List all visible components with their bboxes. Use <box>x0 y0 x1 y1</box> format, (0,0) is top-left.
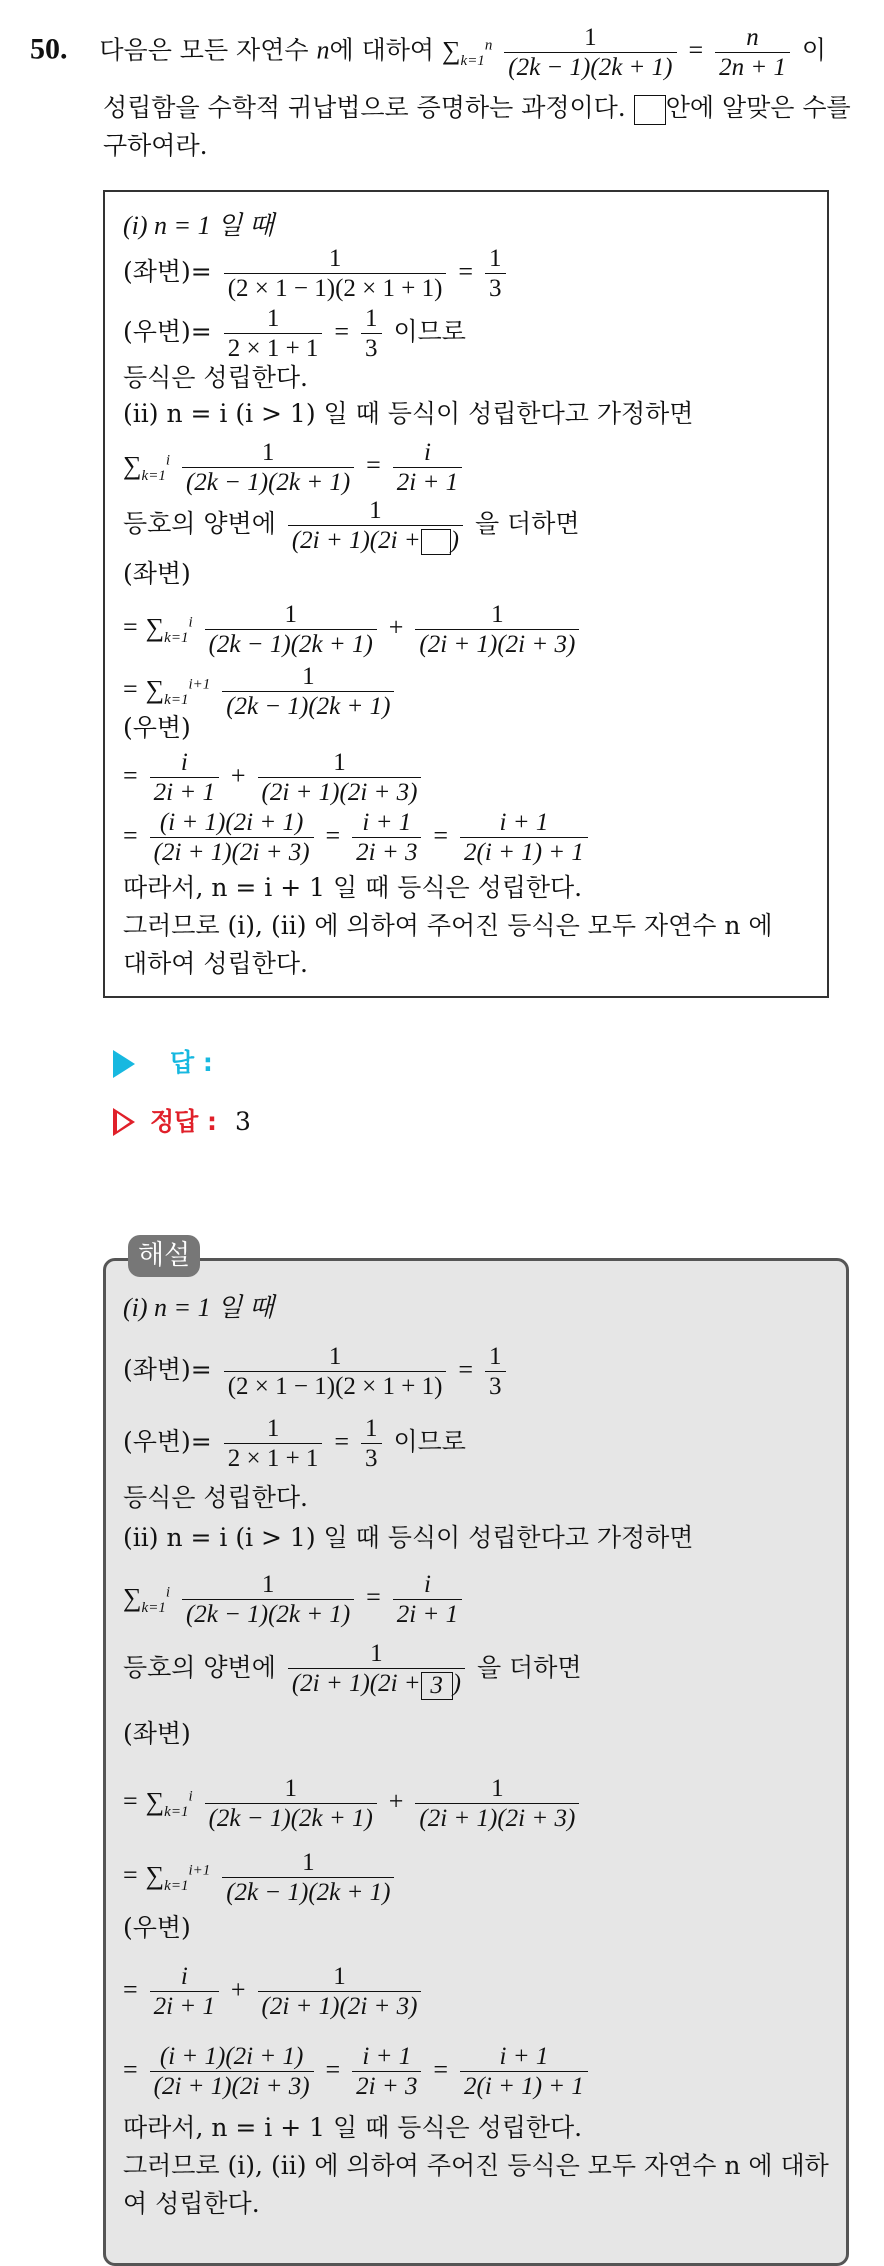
sol-left-eq: (좌변)= $\frac{1}{(2 \times 1 - 1)(2 \times 1 + 1)}$ = $\frac{1}{3}$ <box>123 1338 510 1402</box>
intro-var: n <box>316 35 330 65</box>
sol-hyp: $\sum_{k=1}^i$ $\frac{1}{(2k - 1)(2k + 1)}$ = $\frac{i}{2i + 1}$ <box>123 1560 466 1624</box>
correct-value: 3 <box>234 1107 251 1136</box>
intro-fraction: $\frac{1}{(2k - 1)(2k + 1)}$ <box>504 23 676 82</box>
proof-add: 등호의 양변에 $\frac{1}{(2i + 1)(2i + )}$ 을 더하면 <box>123 496 580 554</box>
solution-tag: 해설 <box>128 1235 200 1277</box>
answer-label: 답 : <box>170 1048 213 1077</box>
sol-left-2: = $\sum_{k=1}^{i+1}$ $\frac{1}{(2k - 1)(2k + 1)}$ <box>123 1838 398 1902</box>
answer-marker-icon <box>113 1050 135 1078</box>
problem-text-2b: 안에 알맞은 수를 <box>665 93 851 122</box>
proof-right-hdr: (우변) <box>123 713 191 742</box>
proof-right-eq: (우변)= $\frac{1}{2 \times 1 + 1}$ = $\frac{1}{3}$ 이므로 <box>123 305 466 362</box>
sol-conclusion-1: 그러므로 (i), (ii) 에 의하여 주어진 등식은 모두 자연수 n 에 대하 <box>123 2151 829 2180</box>
proof-case1: (i) n = 1 일 때 <box>123 211 274 240</box>
filled-answer-box: 3 <box>421 1672 453 1700</box>
sol-conclusion-2: 여 성립한다. <box>123 2189 260 2218</box>
proof-conclusion-2: 대하여 성립한다. <box>123 949 308 978</box>
problem-text-2: 성립함을 수학적 귀납법으로 증명하는 과정이다. <box>103 93 626 122</box>
proof-conclusion-1: 그러므로 (i), (ii) 에 의하여 주어진 등식은 모두 자연수 n 에 <box>123 911 773 940</box>
sol-right-1: = $\frac{i}{2i + 1}$ + $\frac{1}{(2i + 1)(2i + 3)}$ <box>123 1958 425 2022</box>
proof-right-2: = $\frac{(i + 1)(2i + 1)}{(2i + 1)(2i + 3)}$ = $\frac{i + 1}{2i + 3}$ = $\frac{i + 1}{2(i + 1) + 1}$ <box>123 804 592 868</box>
problem-number: 50. <box>30 32 68 66</box>
sum-expression: $\sum_{k=1}^n$ <box>441 35 493 69</box>
proof-therefore: 따라서, n = i + 1 일 때 등식은 성립한다. <box>123 873 583 902</box>
problem-line-3 <box>103 130 208 162</box>
proof-left-hdr: (좌변) <box>123 559 191 588</box>
proof-left-2: = $\sum_{k=1}^{i+1}$ $\frac{1}{(2k - 1)(2k + 1)}$ <box>123 652 398 716</box>
sol-therefore: 따라서, n = i + 1 일 때 등식은 성립한다. <box>123 2113 583 2142</box>
blank-box-proof <box>421 529 451 555</box>
intro-mid: 에 대하여 <box>329 35 435 65</box>
intro-text: 다음은 모든 자연수 <box>99 35 309 65</box>
problem-line-2 <box>103 92 851 125</box>
proof-left-1: = $\sum_{k=1}^i$ $\frac{1}{(2k - 1)(2k + 1)}$ + $\frac{1}{(2i + 1)(2i + 3)}$ <box>123 590 583 654</box>
correct-answer <box>150 1106 251 1138</box>
sol-left-1: = $\sum_{k=1}^i$ $\frac{1}{(2k - 1)(2k + 1)}$ + $\frac{1}{(2i + 1)(2i + 3)}$ <box>123 1764 583 1828</box>
blank-box <box>634 95 666 125</box>
sol-right-2: = $\frac{(i + 1)(2i + 1)}{(2i + 1)(2i + 3)}$ = $\frac{i + 1}{2i + 3}$ = $\frac{i + 1}{2(i + 1) + 1}$ <box>123 2038 592 2102</box>
proof-left-eq: (좌변)= $\frac{1}{(2 \times 1 - 1)(2 \times 1 + 1)}$ = $\frac{1}{3}$ <box>123 240 510 304</box>
proof-hyp: $\sum_{k=1}^i$ $\frac{1}{(2k - 1)(2k + 1)}$ = $\frac{i}{2i + 1}$ <box>123 428 466 492</box>
proof-right-1: = $\frac{i}{2i + 1}$ + $\frac{1}{(2i + 1)(2i + 3)}$ <box>123 744 425 808</box>
sol-case1: (i) n = 1 일 때 <box>123 1293 274 1322</box>
sol-add: 등호의 양변에 $\frac{1}{(2i + 1)(2i + 3 )}$ 을 더하면 <box>123 1640 582 1699</box>
sol-right-eq: (우변)= $\frac{1}{2 \times 1 + 1}$ = $\frac{1}{3}$ 이므로 <box>123 1415 466 1472</box>
intro-rhs-fraction: $\frac{n}{2n + 1}$ <box>715 23 790 82</box>
sol-right-hdr: (우변) <box>123 1913 191 1942</box>
sol-left-hdr: (좌변) <box>123 1719 191 1748</box>
problem-line-1 <box>30 22 827 81</box>
correct-marker-icon <box>113 1108 135 1136</box>
equals-sign: = <box>688 35 704 65</box>
proof-case2: (ii) n = i (i > 1) 일 때 등식이 성립한다고 가정하면 <box>123 399 694 428</box>
intro-end: 이 <box>801 35 827 65</box>
sol-case2: (ii) n = i (i > 1) 일 때 등식이 성립한다고 가정하면 <box>123 1523 694 1552</box>
correct-label: 정답 : <box>150 1107 218 1136</box>
problem-text-3: 구하여라. <box>103 131 208 160</box>
proof-holds: 등식은 성립한다. <box>123 363 308 392</box>
sol-holds: 등식은 성립한다. <box>123 1483 308 1512</box>
